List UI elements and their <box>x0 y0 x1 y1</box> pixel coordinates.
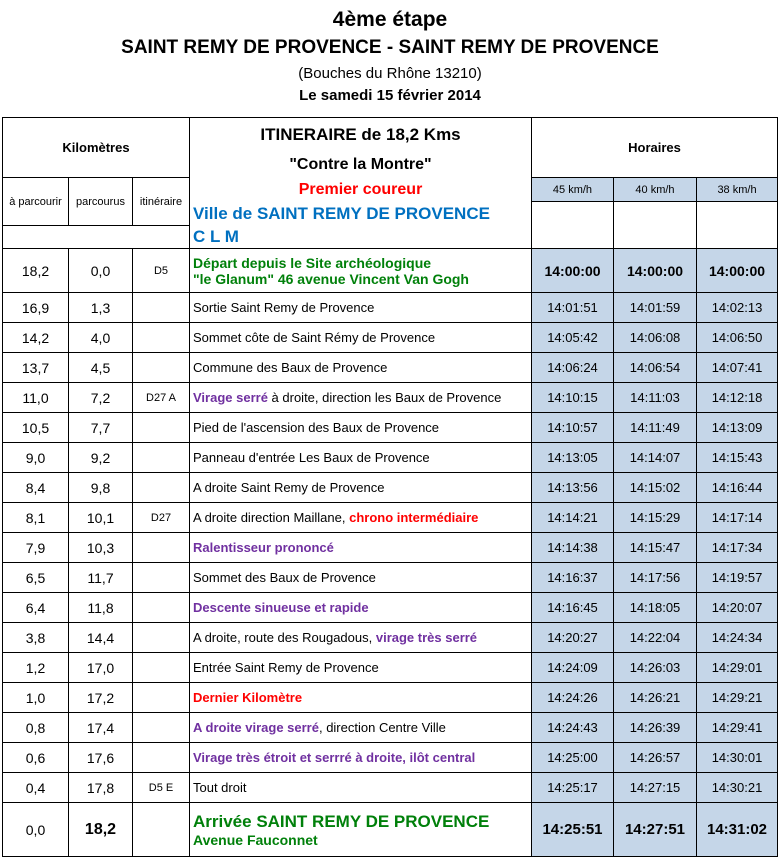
time-38: 14:12:18 <box>697 383 778 413</box>
description-highlight: chrono intermédiaire <box>349 510 479 525</box>
department: (Bouches du Rhône 13210) <box>298 65 482 82</box>
km-remaining: 0,6 <box>3 743 69 773</box>
table-row <box>3 383 778 413</box>
road-code: D5 <box>133 249 190 293</box>
km-remaining: 9,0 <box>3 443 69 473</box>
start-description <box>190 249 532 293</box>
col-remaining: à parcourir <box>3 178 69 226</box>
time-40: 14:11:49 <box>614 413 697 443</box>
description-text: Panneau d'entrée Les Baux de Provence <box>193 450 430 465</box>
row-description <box>190 713 532 743</box>
description-highlight: Ralentisseur prononcé <box>193 540 334 555</box>
road-code <box>133 413 190 443</box>
time-38: 14:17:34 <box>697 533 778 563</box>
blank-cell <box>614 202 697 249</box>
row-description <box>190 743 532 773</box>
table-row <box>3 713 778 743</box>
time-40: 14:26:57 <box>614 743 697 773</box>
time-38: 14:17:14 <box>697 503 778 533</box>
table-row <box>3 743 778 773</box>
time-45: 14:25:17 <box>532 773 614 803</box>
description-text: A droite direction Maillane, <box>193 510 350 525</box>
time-45: 14:10:15 <box>532 383 614 413</box>
time-45: 14:00:00 <box>532 249 614 293</box>
row-description <box>190 293 532 323</box>
time-40: 14:15:02 <box>614 473 697 503</box>
table-row <box>3 443 778 473</box>
row-description <box>190 353 532 383</box>
speed-40: 40 km/h <box>614 178 697 202</box>
time-45: 14:05:42 <box>532 323 614 353</box>
col-road: itinéraire <box>133 178 190 226</box>
row-description <box>190 443 532 473</box>
description-highlight: Virage serré <box>193 390 268 405</box>
km-done: 17,0 <box>69 653 133 683</box>
description-text: Tout droit <box>193 780 247 795</box>
road-code <box>133 443 190 473</box>
km-remaining: 18,2 <box>3 249 69 293</box>
blank-cell <box>697 202 778 249</box>
time-38: 14:19:57 <box>697 563 778 593</box>
town-line2: C L M <box>190 226 532 249</box>
km-remaining: 0,8 <box>3 713 69 743</box>
time-38: 14:16:44 <box>697 473 778 503</box>
town-line1: Ville de SAINT REMY DE PROVENCE <box>190 202 532 226</box>
km-done: 9,2 <box>69 443 133 473</box>
row-description <box>190 653 532 683</box>
start-row <box>3 249 778 293</box>
description-text: A droite Saint Remy de Provence <box>193 480 385 495</box>
start-line1: Départ depuis le Site archéologique <box>193 254 432 271</box>
row-description <box>190 533 532 563</box>
km-done: 7,7 <box>69 413 133 443</box>
time-40: 14:11:03 <box>614 383 697 413</box>
itinerary-title: ITINERAIRE de 18,2 Kms <box>190 118 532 152</box>
time-45: 14:24:43 <box>532 713 614 743</box>
time-40: 14:06:54 <box>614 353 697 383</box>
time-45: 14:14:21 <box>532 503 614 533</box>
km-remaining: 0,4 <box>3 773 69 803</box>
row-description <box>190 473 532 503</box>
description-highlight: Descente sinueuse et rapide <box>193 600 369 615</box>
km-done: 11,8 <box>69 593 133 623</box>
time-38: 14:31:02 <box>697 803 778 857</box>
row-description <box>190 383 532 413</box>
time-40: 14:00:00 <box>614 249 697 293</box>
finish-line1: Arrivée SAINT REMY DE PROVENCE <box>193 811 490 831</box>
km-done: 10,3 <box>69 533 133 563</box>
blank-cell <box>3 226 190 249</box>
km-done: 10,1 <box>69 503 133 533</box>
time-38: 14:13:09 <box>697 413 778 443</box>
time-45: 14:01:51 <box>532 293 614 323</box>
time-38: 14:30:21 <box>697 773 778 803</box>
road-code <box>133 323 190 353</box>
road-code <box>133 353 190 383</box>
time-45: 14:25:00 <box>532 743 614 773</box>
time-45: 14:16:45 <box>532 593 614 623</box>
km-done: 18,2 <box>69 803 133 857</box>
description-highlight: Virage très étroit et serrré à droite, ilôt central <box>193 750 476 765</box>
km-remaining: 13,7 <box>3 353 69 383</box>
description-text: Entrée Saint Remy de Provence <box>193 660 379 675</box>
km-done: 17,8 <box>69 773 133 803</box>
time-38: 14:15:43 <box>697 443 778 473</box>
table-row <box>3 323 778 353</box>
row-description <box>190 413 532 443</box>
time-40: 14:18:05 <box>614 593 697 623</box>
road-code <box>133 803 190 857</box>
row-description <box>190 773 532 803</box>
time-40: 14:27:15 <box>614 773 697 803</box>
row-description <box>190 503 532 533</box>
km-remaining: 11,0 <box>3 383 69 413</box>
schedule-header: Horaires <box>532 118 778 178</box>
km-remaining: 16,9 <box>3 293 69 323</box>
description-text: A droite, route des Rougadous, <box>193 630 376 645</box>
time-38: 14:29:21 <box>697 683 778 713</box>
km-done: 7,2 <box>69 383 133 413</box>
km-header: Kilomètres <box>3 118 190 178</box>
row-description <box>190 683 532 713</box>
description-highlight: virage très serré <box>375 630 478 645</box>
time-45: 14:10:57 <box>532 413 614 443</box>
time-38: 14:02:13 <box>697 293 778 323</box>
time-40: 14:26:39 <box>614 713 697 743</box>
description-rest: , direction Centre Ville <box>318 720 446 735</box>
road-code <box>133 593 190 623</box>
km-done: 11,7 <box>69 563 133 593</box>
time-38: 14:29:01 <box>697 653 778 683</box>
road-code: D27 <box>133 503 190 533</box>
time-40: 14:14:07 <box>614 443 697 473</box>
table-row <box>3 653 778 683</box>
table-row <box>3 473 778 503</box>
start-line2: "le Glanum" 46 avenue Vincent Van Gogh <box>193 270 469 287</box>
time-45: 14:24:26 <box>532 683 614 713</box>
row-description <box>190 623 532 653</box>
speed-45: 45 km/h <box>532 178 614 202</box>
km-remaining: 10,5 <box>3 413 69 443</box>
time-45: 14:20:27 <box>532 623 614 653</box>
road-code <box>133 743 190 773</box>
time-38: 14:30:01 <box>697 743 778 773</box>
km-remaining: 6,5 <box>3 563 69 593</box>
time-40: 14:15:47 <box>614 533 697 563</box>
time-45: 14:13:56 <box>532 473 614 503</box>
road-code: D5 E <box>133 773 190 803</box>
time-45: 14:25:51 <box>532 803 614 857</box>
road-code <box>133 653 190 683</box>
table-row <box>3 503 778 533</box>
itinerary-note: Premier coureur <box>190 178 532 202</box>
road-code <box>133 683 190 713</box>
time-38: 14:06:50 <box>697 323 778 353</box>
blank-cell <box>532 202 614 249</box>
time-45: 14:14:38 <box>532 533 614 563</box>
time-38: 14:24:34 <box>697 623 778 653</box>
row-description <box>190 593 532 623</box>
km-remaining: 6,4 <box>3 593 69 623</box>
col-done: parcourus <box>69 178 133 226</box>
table-row <box>3 683 778 713</box>
road-code <box>133 293 190 323</box>
road-code <box>133 473 190 503</box>
finish-row <box>3 803 778 857</box>
km-remaining: 3,8 <box>3 623 69 653</box>
table-row <box>3 623 778 653</box>
finish-line2: Avenue Fauconnet <box>193 831 318 848</box>
km-remaining: 8,4 <box>3 473 69 503</box>
description-text: Pied de l'ascension des Baux de Provence <box>193 420 440 435</box>
table-row <box>3 773 778 803</box>
km-done: 17,4 <box>69 713 133 743</box>
road-code <box>133 533 190 563</box>
km-done: 17,2 <box>69 683 133 713</box>
description-text: Sommet des Baux de Provence <box>193 570 376 585</box>
description-text: Sommet côte de Saint Rémy de Provence <box>193 330 436 345</box>
race-date: Le samedi 15 février 2014 <box>299 87 481 104</box>
row-description <box>190 563 532 593</box>
km-remaining: 14,2 <box>3 323 69 353</box>
time-40: 14:26:21 <box>614 683 697 713</box>
km-done: 9,8 <box>69 473 133 503</box>
time-40: 14:27:51 <box>614 803 697 857</box>
description-highlight: Dernier Kilomètre <box>193 690 303 705</box>
table-row <box>3 293 778 323</box>
km-done: 14,4 <box>69 623 133 653</box>
table-row <box>3 353 778 383</box>
finish-description <box>190 803 532 857</box>
description-text: Sortie Saint Remy de Provence <box>193 300 375 315</box>
stage-title: 4ème étape <box>332 8 448 31</box>
time-38: 14:00:00 <box>697 249 778 293</box>
km-done: 4,0 <box>69 323 133 353</box>
km-done: 0,0 <box>69 249 133 293</box>
time-45: 14:16:37 <box>532 563 614 593</box>
road-code <box>133 623 190 653</box>
description-highlight: A droite virage serré <box>193 720 319 735</box>
time-45: 14:06:24 <box>532 353 614 383</box>
time-40: 14:15:29 <box>614 503 697 533</box>
route-title: SAINT REMY DE PROVENCE - SAINT REMY DE PROVENCE <box>121 37 659 58</box>
road-code <box>133 563 190 593</box>
time-40: 14:01:59 <box>614 293 697 323</box>
road-code <box>133 713 190 743</box>
table-row <box>3 413 778 443</box>
time-40: 14:22:04 <box>614 623 697 653</box>
time-45: 14:24:09 <box>532 653 614 683</box>
time-45: 14:13:05 <box>532 443 614 473</box>
speed-38: 38 km/h <box>697 178 778 202</box>
km-remaining: 1,0 <box>3 683 69 713</box>
time-38: 14:20:07 <box>697 593 778 623</box>
table-row <box>3 563 778 593</box>
time-40: 14:26:03 <box>614 653 697 683</box>
km-done: 4,5 <box>69 353 133 383</box>
table-row <box>3 533 778 563</box>
time-38: 14:29:41 <box>697 713 778 743</box>
km-remaining: 8,1 <box>3 503 69 533</box>
time-40: 14:06:08 <box>614 323 697 353</box>
itinerary-subtitle: "Contre la Montre" <box>190 152 532 178</box>
road-code: D27 A <box>133 383 190 413</box>
itinerary-table <box>2 117 778 857</box>
km-remaining: 0,0 <box>3 803 69 857</box>
description-text: Commune des Baux de Provence <box>193 360 388 375</box>
time-38: 14:07:41 <box>697 353 778 383</box>
km-done: 17,6 <box>69 743 133 773</box>
km-remaining: 1,2 <box>3 653 69 683</box>
km-remaining: 7,9 <box>3 533 69 563</box>
km-done: 1,3 <box>69 293 133 323</box>
row-description <box>190 323 532 353</box>
table-row <box>3 593 778 623</box>
time-40: 14:17:56 <box>614 563 697 593</box>
description-rest: à droite, direction les Baux de Provence <box>267 390 502 405</box>
